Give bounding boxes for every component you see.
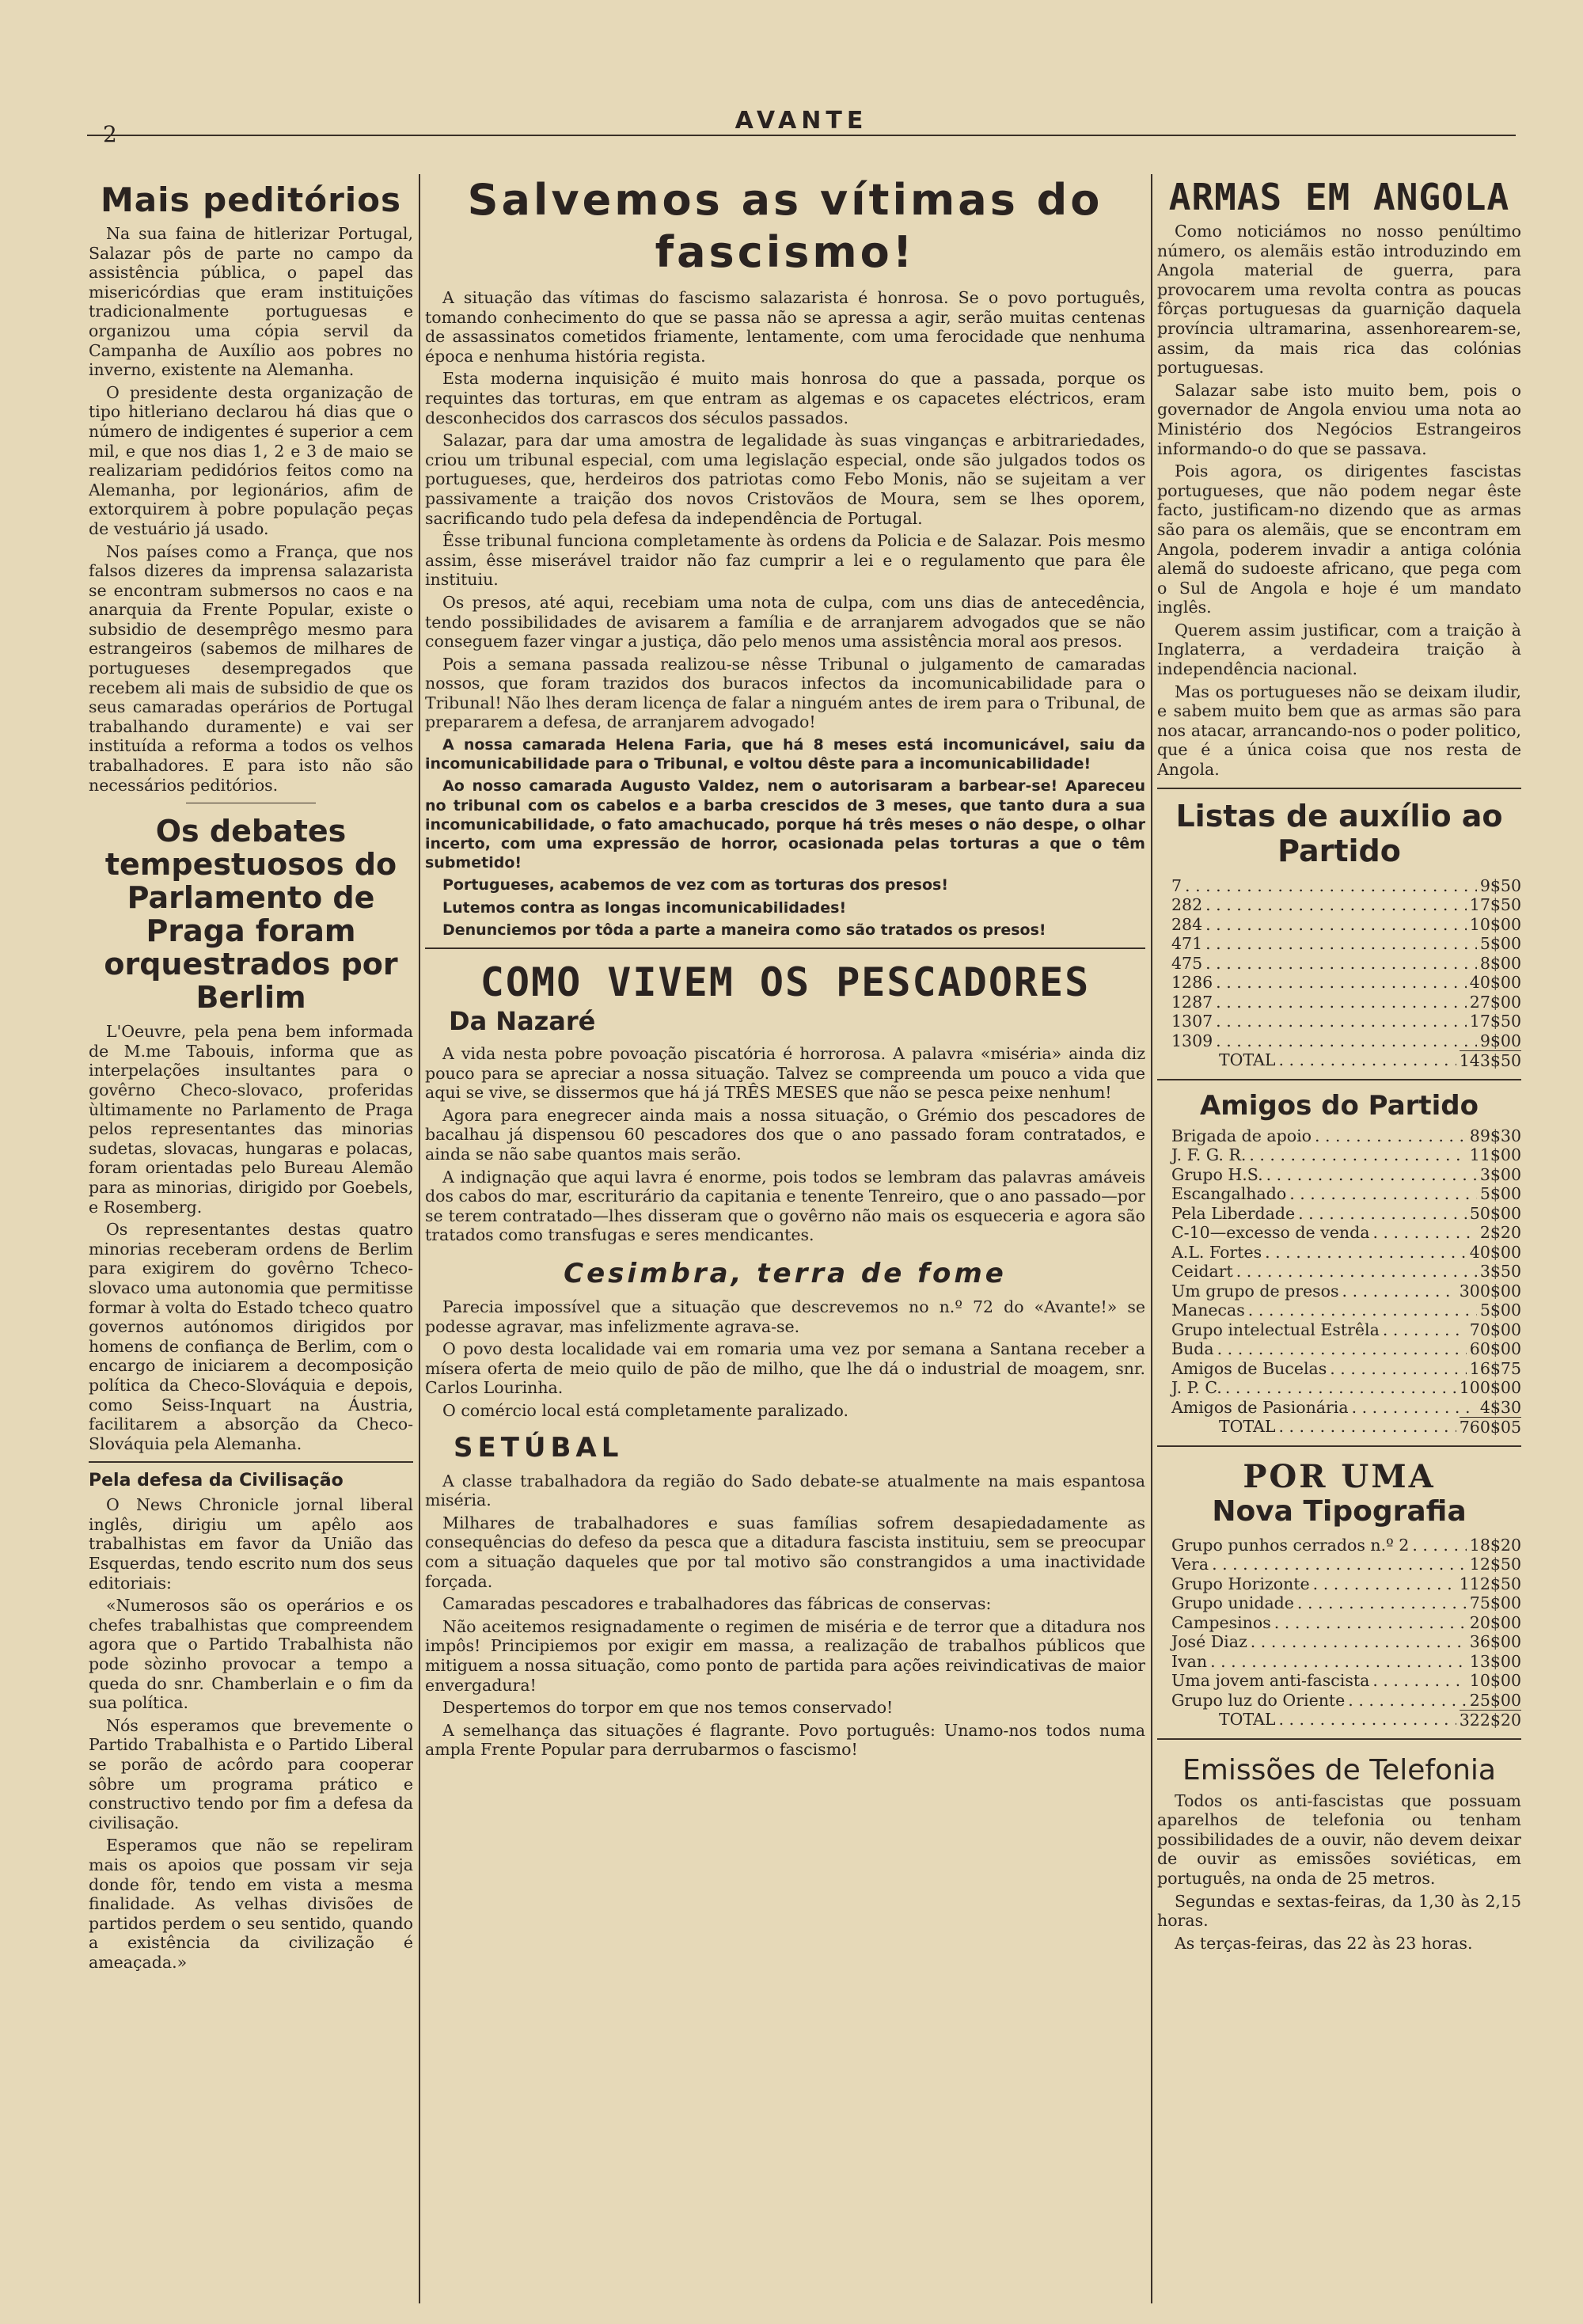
article-title: COMO VIVEM OS PESCADORES [480,959,1091,1006]
list-row [1171,1555,1521,1574]
leader-dots [1216,973,1467,993]
row-amount: 70$00 [1469,1320,1521,1339]
divider [1157,1079,1521,1080]
list-row [1171,1031,1521,1051]
total-label: TOTAL [1219,1050,1276,1070]
list-row [1171,1184,1521,1204]
article-emissoes [1157,1754,1521,1954]
list-row [1171,1282,1521,1301]
contribution-list [1171,1536,1521,1730]
row-amount: 89$30 [1469,1126,1521,1145]
row-name: 1286 [1171,973,1213,993]
row-amount: 60$00 [1469,1339,1521,1359]
paragraph: Como noticiámos no nosso penúltimo número, os alemãis estão introduzindo em Angola material de guerra, para provocarem uma revolta contra as poucas fôrças portuguesas da guarnição daquela província ultramarina, assenhorearem-se, assim, da mais rica das colónias portuguesas. [1157,222,1521,378]
row-name: 475 [1171,953,1203,973]
list-tipografia [1157,1458,1521,1730]
bold-paragraph: Portugueses, acabemos de vez com as torturas dos presos! [442,876,948,894]
leader-dots [1278,1050,1456,1071]
leader-dots [1274,1613,1467,1633]
row-amount: 2$20 [1479,1223,1521,1243]
row-amount: 10$00 [1469,1671,1521,1691]
row-name: Escangalhado [1171,1184,1287,1204]
row-name: Grupo H.S. [1171,1164,1263,1184]
row-name: 282 [1171,895,1203,915]
leader-dots [1236,1262,1477,1282]
leader-dots [1248,1301,1477,1320]
row-amount: 9$50 [1479,875,1521,895]
paragraph: Nós esperamos que brevemente o Partido Trabalhista e o Partido Liberal se porão de acôrdo para cooperar sôbre um programa prático e constructivo tendo por fim a defesa da civilisação. [89,1715,413,1832]
row-amount: 17$50 [1469,895,1521,915]
paragraph: Segundas e sextas-feiras, da 1,30 às 2,15 horas. [1157,1891,1521,1931]
row-amount: 20$00 [1469,1612,1521,1632]
row-amount: 16$75 [1469,1358,1521,1378]
row-name: 7 [1171,875,1183,895]
article-salvemos [425,174,1145,940]
row-amount: 40$00 [1469,1242,1521,1262]
paragraph: Nos países como a França, que nos falsos dizeres da imprensa salazarista se encontram submersos no caos e na anarquia da Frente Popular, existe o subsidio de desemprêgo mesmo para estrangeiros (sabemos de milhares de portugueses desempregados que recebem ali mais de subsidio de que os seus camaradas operários de Portugal trabalhando duramente) e vai ser instituída a reforma a todos os velhos trabalhadores. E para isto não são necessários peditórios. [89,541,413,795]
row-amount: 25$00 [1469,1690,1521,1710]
paragraph: Milhares de trabalhadores e suas famílias sofrem desapiedadamente as consequências do defeso da pesca que a ditadura fascista instituiu, sem se preocupar com a situação daqueles que por tal motivo são constrangidos a uma inactividade forçada. [425,1513,1145,1591]
row-amount: 36$00 [1469,1632,1521,1652]
row-amount: 75$00 [1469,1593,1521,1613]
right-column [1157,174,1521,2311]
list-row [1171,1652,1521,1672]
paragraph: Despertemos do torpor em que nos temos conservado! [442,1698,894,1718]
row-name: Grupo Horizonte [1171,1574,1310,1593]
leader-dots [1205,915,1467,935]
article-title: Mais peditórios [100,180,402,219]
row-name: 471 [1171,934,1203,954]
article-title: Emissões de Telefonia [1183,1753,1496,1787]
leader-dots [1342,1282,1456,1301]
paragraph: Agora para enegrecer ainda mais a nossa situação, o Grémio dos pescadores de bacalhau já dispensou 60 pescadores dos que o ano passado foram contratados, e ainda se não sabe quantos mais serão. [425,1105,1145,1164]
paragraph: L'Oeuvre, pela pena bem informada de M.me Tabouis, informa que as interpelações insultantes para o govêrno Checo-slovaco, proferidas ùltimamente no Parlamento de Praga pelos representantes das minorias sudetas, slovacas, hungaras e polacas, foram orientadas pelo Bureau Alemão para as minorias, dirigido por Goebels, e Rosemberg. [89,1022,413,1217]
list-row [1171,1574,1521,1594]
row-amount: 4$30 [1479,1397,1521,1417]
leader-dots [1205,934,1477,954]
row-name: C-10—excesso de venda [1171,1223,1370,1243]
paragraph: Na sua faina de hitlerizar Portugal, Salazar pôs de parte no campo da assistência pública, o papel das misericórdias que eram instituições tradicionalmente portuguesas e organizou uma cópia servil da Campanha de Auxílio aos pobres no inverno, existente na Alemanha. [89,224,413,380]
leader-dots [1372,1671,1466,1691]
row-amount: 40$00 [1469,973,1521,993]
list-row [1171,954,1521,974]
leader-dots [1278,1417,1456,1437]
row-amount: 11$00 [1469,1145,1521,1165]
row-name: 284 [1171,914,1203,934]
list-row [1171,1165,1521,1185]
row-name: Grupo intelectual Estrêla [1171,1320,1380,1339]
list-row [1171,1632,1521,1652]
list-row [1171,1243,1521,1263]
leader-dots [1266,1165,1477,1185]
masthead [87,107,1516,147]
list-row [1171,1012,1521,1031]
paragraph: O comércio local está completamente paralizado. [442,1401,849,1420]
row-amount: 13$00 [1469,1651,1521,1671]
list-row [1171,1691,1521,1711]
row-name: Amigos de Bucelas [1171,1358,1327,1378]
row-amount: 50$00 [1469,1203,1521,1223]
divider [89,1461,413,1463]
row-amount: 5$00 [1479,1301,1521,1320]
paragraph: O News Chronicle jornal liberal inglês, dirigiu um apêlo aos trabalhistas em favor da União das Esquerdas, tendo escrito num dos seus editoriais: [89,1495,413,1593]
list-title: Nova Tipografia [1212,1494,1467,1528]
total-amount: 143$50 [1459,1051,1521,1071]
paragraph: Pois agora, os dirigentes fascistas portugueses, que não podem negar êste facto, justificam-no dizendo que as armas são para os alemãis, que se encontram em Angola, poderem invadir a antiga colónia alemã do sudoeste africano, que pega com o Sul de Angola e hoje é um mandato inglês. [1157,461,1521,617]
paragraph: Salazar sabe isto muito bem, pois o governador de Angola enviou uma nota ao Ministério dos Negócios Estrangeiros informando-o do que se passava. [1157,380,1521,458]
bold-paragraph: Denunciemos por tôda a parte a maneira como são tratados os presos! [442,921,1046,939]
list-row [1171,1613,1521,1633]
newspaper-title: AVANTE [735,107,868,135]
row-name: Manecas [1171,1301,1245,1320]
list-row [1171,1536,1521,1555]
row-name: Ivan [1171,1651,1208,1671]
row-name: 1307 [1171,1012,1213,1031]
row-name: 1287 [1171,992,1213,1012]
paragraph: Os presos, até aqui, recebiam uma nota de culpa, com uns dias de antecedência, tendo possibilidades de avisarem a família e de arranjarem advogados que se não conseguem fazer vingar a justiça, dão pelo menos uma assistência moral aos presos. [425,592,1145,651]
row-name: Pela Liberdade [1171,1203,1296,1223]
row-amount: 10$00 [1469,914,1521,934]
row-name: Ceidart [1171,1262,1233,1282]
paragraph: Pois a semana passada realizou-se nêsse Tribunal o julgamento de camaradas nossos, que foram trazidos dos buracos infectos da incomunicabilidade para o Tribunal! Não lhes deram licença de falar a ninguém antes de irem para o Tribunal, de prepararem a defesa, de arranjarem advogado! [425,654,1145,732]
leader-dots [1216,993,1467,1012]
row-amount: 17$50 [1469,1012,1521,1031]
row-name: Vera [1171,1555,1209,1574]
paragraph: O presidente desta organização de tipo hitleriano declarou há dias que o número de indigentes é superior a cem mil, e que nos dias 1, 2 e 3 de maio se realizariam pedidórios feitos como na Alemanha, por legionários, afim de extorquirem à pobre população peças de vestuário já usado. [89,382,413,538]
leader-dots [1372,1223,1476,1243]
paragraph: Os representantes destas quatro minorias receberam ordens de Berlim para exigirem do govêrno Tcheco-slovaco uma autonomia que permitisse formar à volta do Estado tcheco quatro governos autónomos dirigidos por homens de confiança de Berlim, com o encargo de iniciarem a decomposição política da Checo-Slováquia e depois, como Seiss-Inquart na Áustria, facilitarem a absorção da Checo-Slováquia pela Alemanha. [89,1220,413,1453]
row-name: Grupo punhos cerrados n.º 2 [1171,1535,1410,1555]
total-label: TOTAL [1219,1710,1276,1730]
paragraph: Todos os anti-fascistas que possuam aparelhos de telefonia ou tenham possibilidades de a ouvir, não devem deixar de ouvir as emissões soviéticas, em português, na onda de 25 metros. [1157,1790,1521,1888]
paragraph: Não aceitemos resignadamente o regimen de miséria e de terror que a ditadura nos impôs! Principiemos por exigir em massa, a realização de trabalhos públicos que mitiguem a nossa situação, como ponto de partida para ações reivindicativas de maior envergadura! [425,1616,1145,1695]
row-name: Campesinos [1171,1612,1271,1632]
leader-dots [1313,1574,1456,1594]
article-debates [89,815,413,1453]
divider [1157,788,1521,789]
left-column [89,174,413,2311]
list-row [1171,1145,1521,1165]
paragraph: O povo desta localidade vai em romaria uma vez por semana a Santana receber a mísera oferta de meio quilo de pão de milho, que lhe dá o industrial de moagem, snr. Carlos Lourinha. [425,1339,1145,1398]
article-setubal [425,1432,1145,1760]
list-row [1171,1204,1521,1224]
leader-dots [1297,1593,1467,1613]
paragraph: Parecia impossível que a situação que descrevemos no n.º 72 do «Avante!» se podesse agravar, mas infelizmente agrava-se. [425,1297,1145,1336]
row-amount: 27$00 [1469,992,1521,1012]
total-amount: 760$05 [1459,1418,1521,1437]
row-amount: 12$50 [1469,1555,1521,1574]
paragraph: A vida nesta pobre povoação piscatória é horrorosa. A palavra «miséria» ainda diz pouco para se apreciar a nossa situação. Talvez se compreenda um pouco a vida que aqui se vive, se dissermos que há já TRÊS MESES que não se pesca peixe nenhum! [425,1044,1145,1103]
leader-dots [1315,1126,1467,1146]
article-pescadores [425,960,1145,1245]
row-amount: 3$00 [1479,1164,1521,1184]
article-subtitle: Da Nazaré [449,1006,596,1037]
list-row [1171,1262,1521,1282]
list-row [1171,915,1521,935]
paragraph: A indignação que aqui lavra é enorme, pois todos se lembram das palavras amáveis dos cabos do mar, escriturário da capitania e tenente Tenreiro, que o ano passado—por se terem contratado—lhes disseram que o govêrno não mais os esqueceria e agora são tratados como transfugas e seres mendicantes. [425,1167,1145,1245]
list-total-row [1171,1710,1521,1730]
list-row [1171,1320,1521,1340]
row-name: 1309 [1171,1031,1213,1050]
leader-dots [1265,1243,1467,1263]
bold-paragraph: A nossa camarada Helena Faria, que há 8 meses está incomunicável, saiu da incomunicabilidade para o Tribunal, e voltou dêste para a incomunicabilidade! [425,736,1145,773]
bold-paragraph: Ao nosso camarada Augusto Valdez, nem o autorisaram a barbear-se! Apareceu no tribunal com os cabelos e a barba crescidos de 3 meses, que tanto dura a sua incomunicabilidade, o fato amachucado, porque há três meses o não despe, o olhar incerto, com uma expressão de horror, ocasionada pelas torturas a que o têm submetido! [425,777,1145,872]
leader-dots [1383,1320,1467,1340]
contribution-list [1171,876,1521,1071]
list-row [1171,1359,1521,1379]
divider [1157,1445,1521,1447]
row-amount: 112$50 [1459,1574,1521,1593]
row-name: J. P. C. [1171,1378,1222,1398]
row-amount: 5$00 [1479,934,1521,954]
paragraph: «Numerosos são os operários e os chefes trabalhistas que compreendem agora que o Partido Trabalhista não pode sòzinho provocar a tempo a queda do snr. Chamberlain e o fim da sua política. [89,1596,413,1713]
article-title: Os debates tempestuosos do Parlamento de Praga foram orquestrados por Berlim [104,814,398,1016]
leader-dots [1249,1145,1466,1165]
middle-column [425,174,1145,2311]
leader-dots [1212,1555,1467,1574]
article-title: SETÚBAL [454,1431,624,1464]
paragraph: Êsse tribunal funciona completamente às ordens da Policia e de Salazar. Pois mesmo assim, êsse miserável traidor não faz cumprir a lei e o regulamento que para êle instituiu. [425,531,1145,590]
paragraph: Esta moderna inquisição é muito mais honrosa do que a passada, porque os requintes das torturas, em que entram as algemas e os capacetes eléctricos, eram desconhecidos dos carrascos dos séculos passados. [425,369,1145,427]
leader-dots [1289,1184,1477,1204]
leader-dots [1352,1398,1477,1418]
paragraph: Mas os portugueses não se deixam iludir, e sabem muito bem que as armas são para nos atacar, arrancando-nos o poder politico, que é a única coisa que nos resta de Angola. [1157,682,1521,780]
row-amount: 18$20 [1469,1535,1521,1555]
bold-paragraph: Lutemos contra as longas incomunicabilidades! [442,898,847,917]
leader-dots [1330,1359,1467,1379]
paragraph: A situação das vítimas do fascismo salazarista é honrosa. Se o povo português, tomando conhecimento do que se passa não se apressa a agir, serão muitas centenas de assassinatos cometidos friamente, lentamente, com uma ferocidade que nenhuma época e nenhuma história regista. [425,288,1145,366]
list-row [1171,1339,1521,1359]
column-divider-left [419,174,420,2303]
page-number: 2 [103,121,117,147]
row-amount: 8$00 [1479,953,1521,973]
article-peditorios [89,180,413,795]
row-name: Brigada de apoio [1171,1126,1312,1145]
article-title: Salvemos as vítimas do fascismo! [467,175,1103,277]
row-name: José Diaz [1171,1632,1247,1652]
list-row [1171,1593,1521,1613]
list-row [1171,1301,1521,1320]
list-row [1171,876,1521,896]
row-name: Grupo luz do Oriente [1171,1690,1346,1710]
list-row [1171,993,1521,1012]
leader-dots [1205,954,1477,974]
leader-dots [1225,1378,1456,1398]
article-title: Pela defesa da Civilisação [89,1471,344,1491]
paragraph: Camaradas pescadores e trabalhadores das fábricas de conservas: [442,1594,992,1614]
leader-dots [1348,1691,1466,1711]
divider [425,947,1145,949]
contribution-list [1171,1126,1521,1437]
row-name: A.L. Fortes [1171,1242,1262,1262]
article-title: Cesimbra, terra de fome [564,1258,1007,1290]
row-name: Buda [1171,1339,1214,1359]
list-total-row [1171,1050,1521,1071]
row-amount: 5$00 [1479,1184,1521,1204]
row-name: Grupo unidade [1171,1593,1294,1613]
paragraph: Esperamos que não se repeliram mais os apoios que possam vir seja donde fôr, tendo em vista a mesma finalidade. As velhas divisões de partidos perdem o seu sentido, quando a existência da civilização é ameaçada.» [89,1836,413,1972]
leader-dots [1251,1632,1467,1652]
paragraph: As terças-feiras, das 22 às 23 horas. [1175,1933,1473,1953]
total-amount: 322$20 [1459,1711,1521,1730]
paragraph: A classe trabalhadora da região do Sado debate-se atualmente na mais espantosa miséria. [425,1471,1145,1510]
total-label: TOTAL [1219,1417,1276,1437]
leader-dots [1278,1710,1456,1730]
list-title: POR UMA [1243,1457,1436,1495]
paragraph: Querem assim justificar, com a traição à Inglaterra, a verdadeira traição à independência nacional. [1157,620,1521,679]
list-row [1171,1671,1521,1691]
row-amount: 9$00 [1479,1031,1521,1050]
list-row [1171,1126,1521,1146]
leader-dots [1210,1652,1467,1672]
list-title: Listas de auxílio ao Partido [1175,798,1503,868]
leader-dots [1217,1339,1467,1359]
article-civilisacao [89,1471,413,1972]
list-row [1171,973,1521,993]
row-name: Amigos de Pasionária [1171,1397,1349,1417]
row-amount: 100$00 [1459,1378,1521,1398]
row-amount: 3$50 [1479,1262,1521,1282]
list-title: Amigos do Partido [1199,1089,1479,1122]
article-title: ARMAS EM ANGOLA [1168,176,1510,218]
leader-dots [1298,1204,1467,1224]
paragraph: Salazar, para dar uma amostra de legalidade às suas vinganças e arbitrariedades, criou um tribunal especial, com uma legislação especial, onde são julgados todos os portugueses, que, herdeiros dos patriotas como Febo Monis, não se sujeitam a ver passivamente a traição dos novos Cristovãos de Moura, sem se lhes oporem, sacrificando tudo pela defesa da independência de Portugal. [425,431,1145,528]
paragraph: A semelhança das situações é flagrante. Povo português: Unamo-nos todos numa ampla Frente Popular para derrubarmos o fascismo! [425,1720,1145,1760]
row-name: Uma jovem anti-fascista [1171,1671,1370,1691]
list-row [1171,1378,1521,1398]
leader-dots [1205,895,1467,915]
list-listas [1157,799,1521,1071]
list-row [1171,1223,1521,1243]
list-row [1171,934,1521,954]
row-name: Um grupo de presos [1171,1281,1339,1301]
list-row [1171,895,1521,915]
column-divider-right [1151,174,1152,2303]
article-armas [1157,176,1521,780]
article-cesimbra [425,1258,1145,1421]
leader-dots [1185,876,1477,896]
masthead-rule [87,135,1516,136]
list-row [1171,1398,1521,1418]
divider [1157,1738,1521,1740]
leader-dots [1412,1536,1466,1555]
row-name: J. F. G. R. [1171,1145,1247,1165]
leader-dots [1216,1031,1477,1051]
row-amount: 300$00 [1459,1281,1521,1301]
list-total-row [1171,1417,1521,1437]
leader-dots [1216,1012,1467,1031]
list-amigos [1157,1090,1521,1437]
